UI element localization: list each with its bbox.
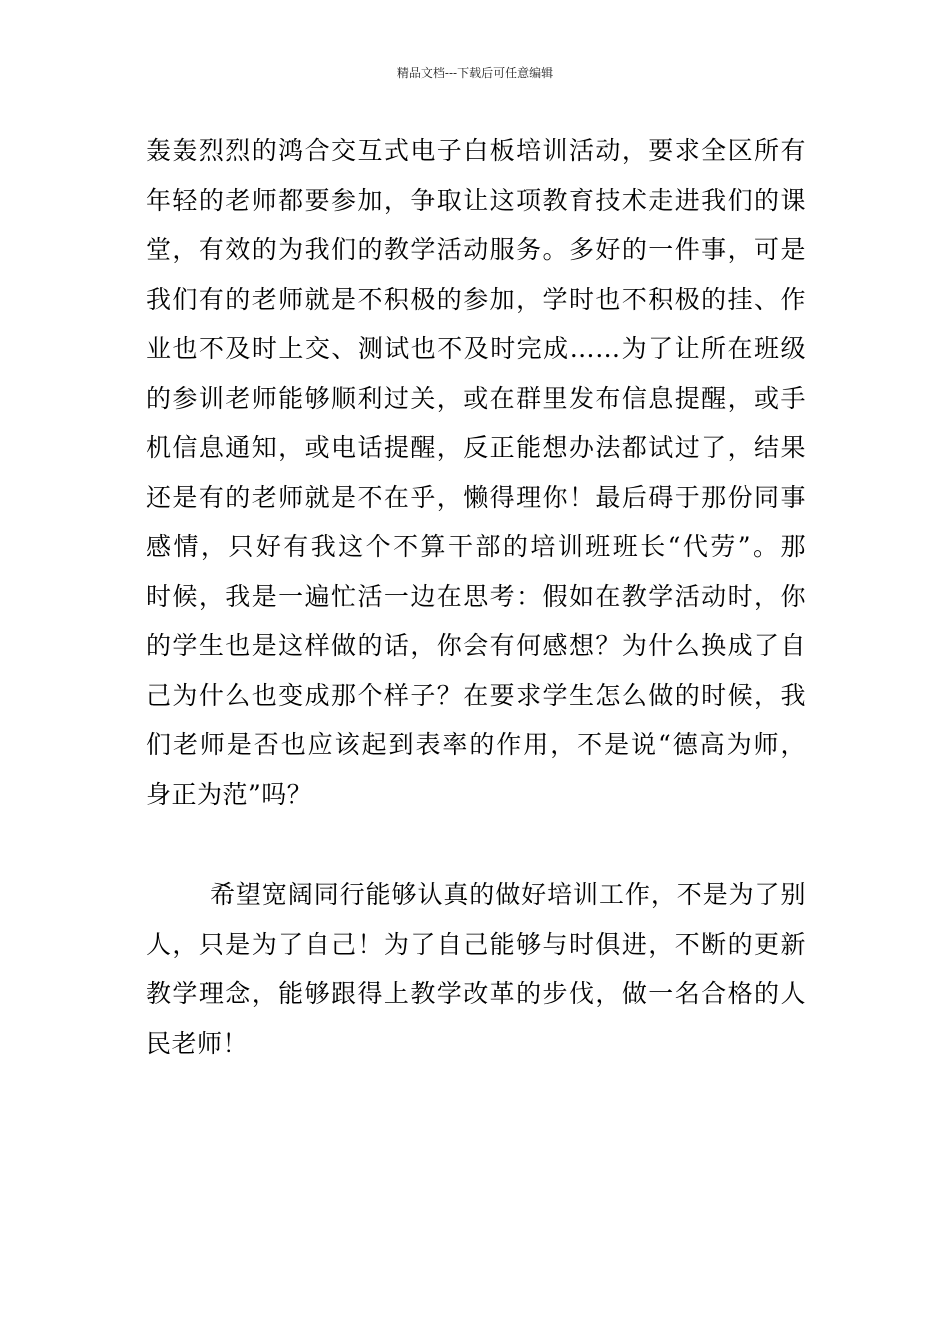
- text-line: 还是有的老师就是不在乎，懒得理你！最后碍于那份同事: [146, 482, 806, 512]
- text-line: 民老师！: [146, 1028, 249, 1058]
- text-line: 年轻的老师都要参加，争取让这项教育技术走进我们的课: [146, 185, 806, 215]
- text-line: 教学理念，能够跟得上教学改革的步伐，做一名合格的人: [146, 979, 806, 1008]
- text-line: 堂，有效的为我们的教学活动服务。多好的一件事，可是: [146, 235, 806, 264]
- text-line: 时候，我是一遍忙活一边在思考：假如在教学活动时，你: [146, 581, 806, 611]
- text-line: 身正为范”吗？: [146, 779, 313, 809]
- text-line: 机信息通知，或电话提醒，反正能想办法都试过了，结果: [146, 433, 806, 462]
- page-header: 精品文档---下载后可任意编辑: [396, 66, 554, 80]
- text-line: 希望宽阔同行能够认真的做好培训工作，不是为了别: [210, 880, 806, 909]
- paragraph-2: [146, 870, 806, 1068]
- text-line: 的参训老师能够顺利过关，或在群里发布信息提醒，或手: [146, 383, 806, 413]
- paragraph-1: [146, 126, 806, 819]
- text-line: 的学生也是这样做的话，你会有何感想？为什么换成了自: [146, 631, 806, 660]
- text-line: 人，只是为了自己！为了自己能够与时俱进，不断的更新: [146, 929, 806, 959]
- text-line: 轰轰烈烈的鸿合交互式电子白板培训活动，要求全区所有: [146, 136, 806, 165]
- text-line: 己为什么也变成那个样子？在要求学生怎么做的时候，我: [146, 680, 806, 710]
- text-line: 们老师是否也应该起到表率的作用，不是说“德高为师，: [146, 730, 806, 759]
- text-line: 我们有的老师就是不积极的参加，学时也不积极的挂、作: [146, 284, 806, 314]
- text-line: 业也不及时上交、测试也不及时完成……为了让所在班级: [146, 334, 806, 363]
- text-line: 感情，只好有我这个不算干部的培训班班长“代劳”。那: [146, 532, 806, 561]
